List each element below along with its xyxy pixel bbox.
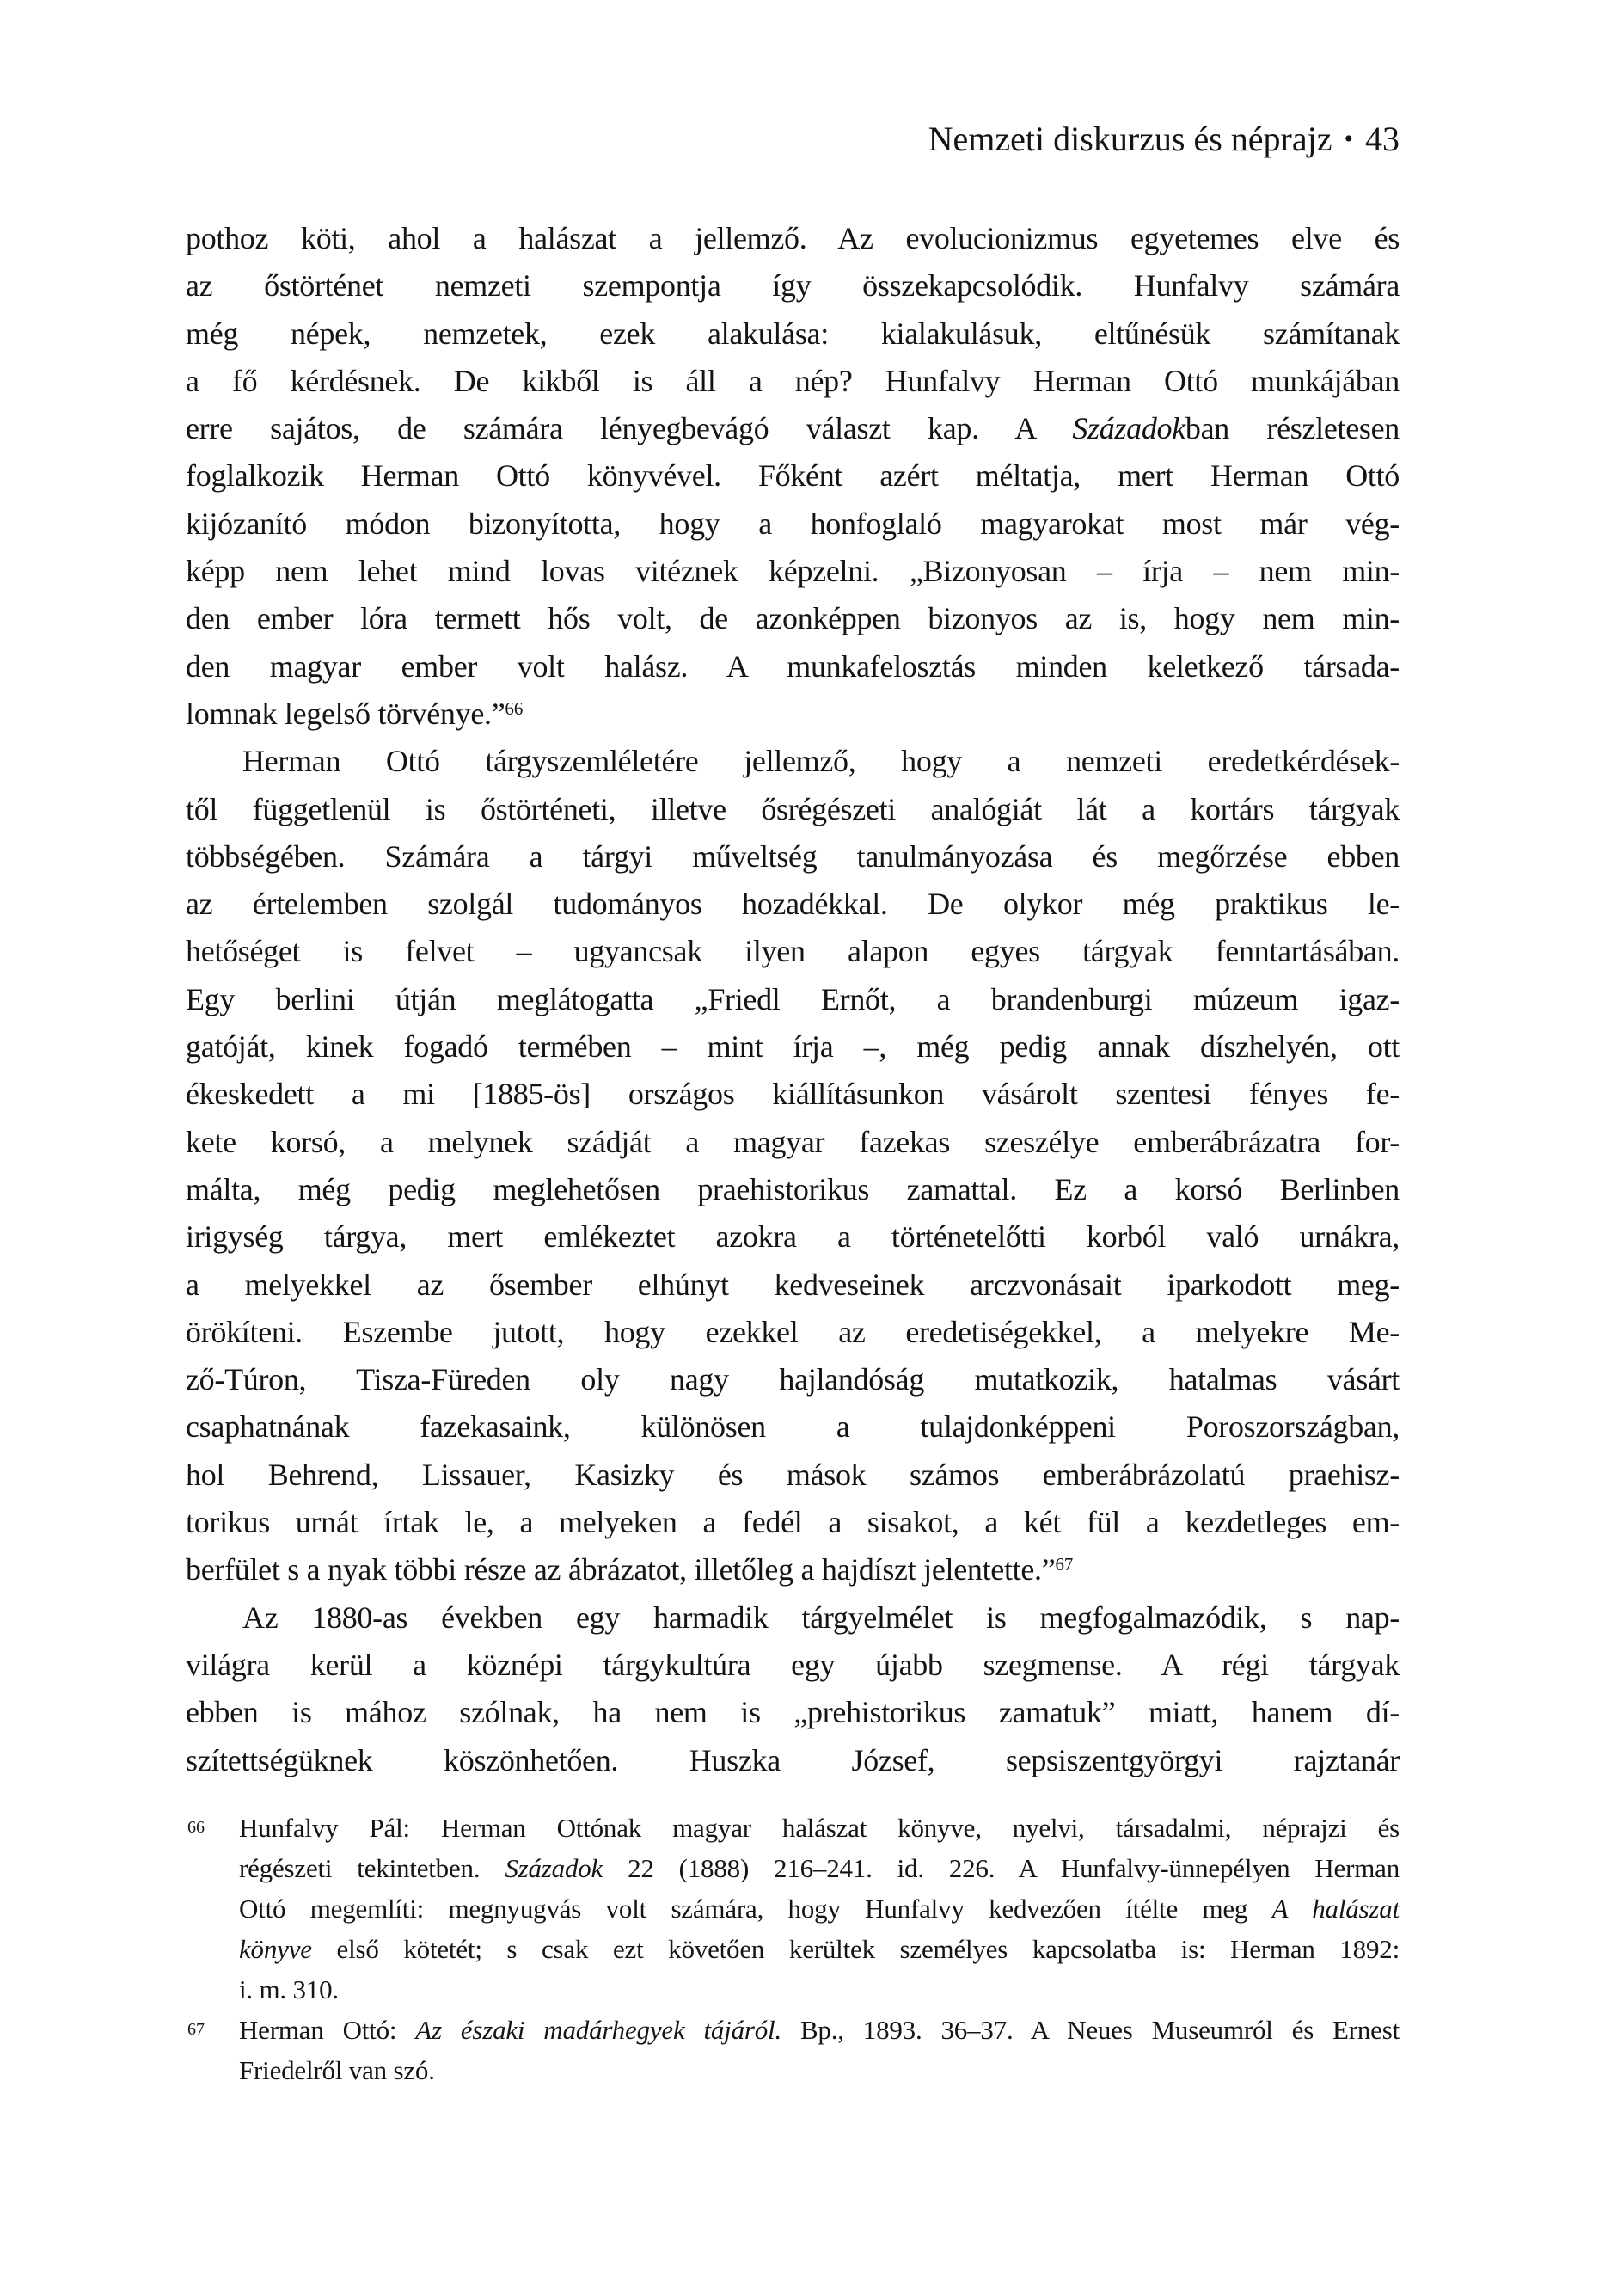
body-line <box>186 786 1400 833</box>
text-segment: Egy berlini útján meglátogatta „Friedl Ernőt, a brandenburgi múzeum igaz- <box>186 981 1400 1016</box>
body-line <box>186 1213 1400 1261</box>
body-line <box>186 1166 1400 1213</box>
text-segment: ékeskedett a mi [1885-ös] országos kiállításunkon vásárolt szentesi fényes fe- <box>186 1077 1400 1112</box>
text-segment: első kötetét; s csak ezt követően kerültek személyes kapcsolatba is: Herman 1892: <box>311 1934 1400 1964</box>
footnote-marker: 66 <box>187 1818 205 1837</box>
text-segment: irigység tárgya, mert emlékeztet azokra a történetelőtti korból való urnákra, <box>186 1219 1400 1255</box>
text-segment: lomnak legelső törvénye.” <box>186 696 505 731</box>
body-line <box>186 833 1400 881</box>
text-segment: hol Behrend, Lissauer, Kasizky és mások számos emberábrázolatú praehisz- <box>186 1457 1400 1492</box>
footnote-line <box>239 1888 1400 1929</box>
text-segment: erre sajátos, de számára lényegbevágó választ kap. A <box>186 411 1073 446</box>
text-segment: örökíteni. Eszembe jutott, hogy ezekkel az eredetiségekkel, a melyekre Me- <box>186 1314 1400 1349</box>
body-line <box>186 1071 1400 1118</box>
text-segment: világra kerül a köznépi tárgykultúra egy újabb szegmense. A régi tárgyak <box>186 1647 1400 1682</box>
text-segment: gatóját, kinek fogadó termében – mint írja –, még pedig annak díszhelyén, ott <box>186 1029 1400 1065</box>
text-segment: Ottó megemlíti: megnyugvás volt számára, hogy Hunfalvy kedvezően ítélte meg <box>239 1894 1272 1924</box>
text-segment: pothoz köti, ahol a halászat a jellemző. Az evolucionizmus egyetemes elve és <box>186 221 1400 255</box>
footnote <box>186 2010 1400 2090</box>
footnote-reference: 67 <box>1055 1553 1074 1575</box>
body-line <box>186 262 1400 310</box>
text-segment: a melyekkel az ősember elhúnyt kedveseinek arczvonásait iparkodott meg- <box>186 1267 1400 1302</box>
text-segment: hetőséget is felvet – ugyancsak ilyen alapon egyes tárgyak fenntartásában. <box>186 934 1400 969</box>
text-segment: Hunfalvy Pál: Herman Ottónak magyar halászat könyve, nyelvi, társadalmi, néprajzi és <box>239 1813 1400 1843</box>
text-segment: ban részletesen <box>1185 411 1400 446</box>
body-line <box>186 452 1400 500</box>
footnote-line <box>239 1808 1400 1848</box>
footnote-line <box>239 2010 1400 2050</box>
body-line <box>186 1309 1400 1356</box>
running-title: Nemzeti diskurzus és néprajz <box>928 120 1332 158</box>
text-segment: foglalkozik Herman Ottó könyvével. Főként azért méltatja, mert Herman Ottó <box>186 458 1400 494</box>
body-line <box>186 691 1400 738</box>
text-segment: ző-Túron, Tisza-Füreden oly nagy hajlandóság mutatkozik, hatalmas vásárt <box>186 1362 1400 1397</box>
body-line <box>186 1119 1400 1166</box>
text-segment: az őstörténet nemzeti szempontja így összekapcsolódik. Hunfalvy számára <box>186 268 1400 304</box>
body-line <box>186 1737 1400 1784</box>
footnote-line <box>239 1848 1400 1888</box>
body-line <box>186 1689 1400 1736</box>
text-segment: Az 1880-as években egy harmadik tárgyelmélet is megfogalmazódik, s nap- <box>242 1599 1400 1635</box>
footnote-marker: 67 <box>187 2020 205 2039</box>
text-segment: Herman Ottó tárgyszemléletére jellemző, hogy a nemzeti eredetkérdések- <box>242 744 1400 779</box>
body-line <box>186 1499 1400 1546</box>
text-segment: kete korsó, a melynek szádját a magyar fazekas szeszélye emberábrázatra for- <box>186 1124 1400 1159</box>
body-line <box>186 881 1400 928</box>
text-segment: Bp., 1893. 36–37. A Neues Museumról és Ernest <box>781 2015 1400 2045</box>
body-line <box>186 595 1400 642</box>
main-text-block <box>186 215 1400 1784</box>
footnote <box>186 1808 1400 2010</box>
body-line <box>186 1546 1400 1593</box>
text-segment: az értelemben szolgál tudományos hozadékkal. De olykor még praktikus le- <box>186 887 1400 922</box>
text-segment: kijózanító módon bizonyította, hogy a honfoglaló magyarokat most már vég- <box>186 506 1400 541</box>
body-line <box>186 1023 1400 1071</box>
text-segment: a fő kérdésnek. De kikből is áll a nép? Hunfalvy Herman Ottó munkájában <box>186 363 1400 398</box>
body-line <box>186 1403 1400 1451</box>
body-line <box>186 976 1400 1023</box>
text-segment: régészeti tekintetben. <box>239 1853 505 1883</box>
body-line <box>186 405 1400 452</box>
text-segment: Századok <box>1072 411 1185 446</box>
text-segment: i. m. 310. <box>239 1974 339 2004</box>
text-segment: Friedelről van szó. <box>239 2055 435 2085</box>
footnote-reference: 66 <box>505 697 524 719</box>
text-segment: től függetlenül is őstörténeti, illetve ősrégészeti analógiát lát a kortárs tárgyak <box>186 791 1400 826</box>
body-line <box>186 928 1400 975</box>
text-segment: könyve <box>239 1934 312 1964</box>
footnotes-block <box>186 1808 1400 2090</box>
body-line <box>186 1452 1400 1499</box>
footnote-line <box>239 2050 1400 2090</box>
text-segment: den ember lóra termett hős volt, de azonképpen bizonyos az is, hogy nem min- <box>186 601 1400 636</box>
text-segment: Az északi madárhegyek tájáról. <box>415 2015 782 2045</box>
text-segment: Századok <box>505 1853 603 1883</box>
header-bullet-icon: • <box>1344 125 1353 153</box>
body-line <box>186 500 1400 548</box>
text-segment: A halászat <box>1271 1894 1400 1924</box>
text-segment: csaphatnának fazekasaink, különösen a tulajdonképpeni Poroszországban, <box>186 1409 1400 1445</box>
body-line <box>186 1642 1400 1689</box>
text-segment: 22 (1888) 216–241. id. 226. A Hunfalvy-ünnepélyen Herman <box>603 1853 1400 1883</box>
page-number: 43 <box>1365 120 1400 158</box>
footnote-line <box>239 1969 1400 2010</box>
body-line <box>186 1262 1400 1309</box>
text-segment: többségében. Számára a tárgyi műveltség tanulmányozása és megőrzése ebben <box>186 838 1400 874</box>
text-segment: berfület s a nyak többi része az ábrázatot, illetőleg a hajdíszt jelentette.” <box>186 1552 1056 1587</box>
body-line <box>186 1356 1400 1403</box>
text-segment: szítettségüknek köszönhetően. Huszka József, sepsiszentgyörgyi rajztanár <box>186 1742 1400 1777</box>
footnote-line <box>239 1929 1400 1969</box>
body-line <box>186 358 1400 405</box>
running-header <box>186 122 1400 157</box>
text-segment: den magyar ember volt halász. A munkafelosztás minden keletkező társada- <box>186 648 1400 684</box>
text-segment: ebben is mához szólnak, ha nem is „prehistorikus zamatuk” miatt, hanem dí- <box>186 1695 1400 1730</box>
body-line <box>186 215 1400 262</box>
text-segment: Herman Ottó: <box>239 2015 416 2045</box>
body-line <box>186 738 1400 785</box>
body-line <box>186 310 1400 358</box>
body-line <box>186 643 1400 691</box>
text-segment: képp nem lehet mind lovas vitéznek képzelni. „Bizonyosan – írja – nem min- <box>186 554 1400 589</box>
body-line <box>186 548 1400 595</box>
text-segment: még népek, nemzetek, ezek alakulása: kialakulásuk, eltűnésük számítanak <box>186 316 1400 351</box>
text-segment: torikus urnát írtak le, a melyeken a fedél a sisakot, a két fül a kezdetleges em- <box>186 1505 1400 1540</box>
text-segment: málta, még pedig meglehetősen praehistorikus zamattal. Ez a korsó Berlinben <box>186 1171 1400 1206</box>
body-line <box>186 1594 1400 1642</box>
